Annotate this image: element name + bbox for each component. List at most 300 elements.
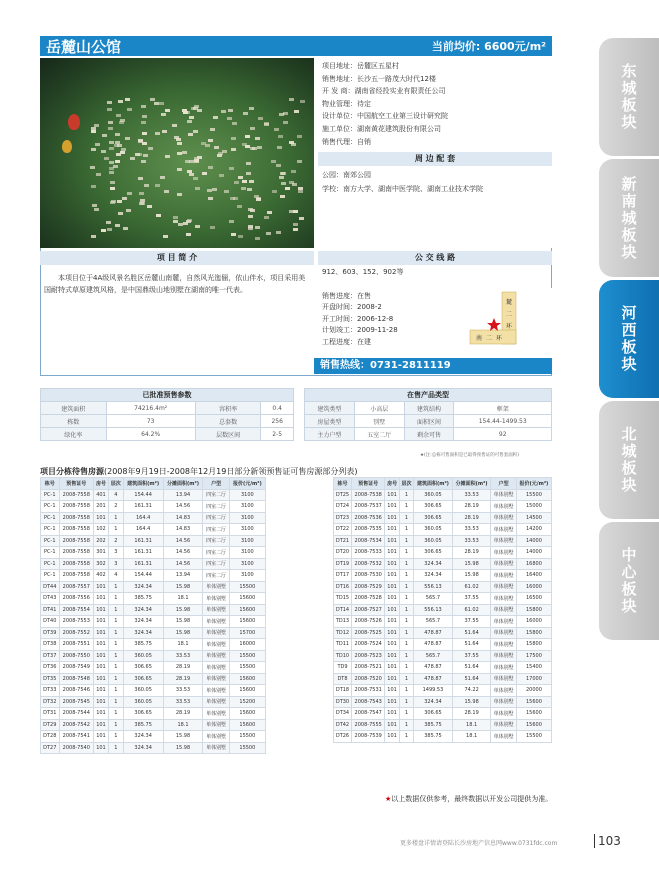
table-cell: 324.34: [414, 696, 453, 708]
side-tabs: [599, 38, 659, 643]
table-cell: 51.64: [452, 673, 491, 685]
param-label: 层数区间: [195, 428, 261, 441]
table-cell: 2008-7542: [59, 719, 94, 731]
table-cell: 15500: [516, 731, 551, 743]
table-cell: 2008-7553: [59, 616, 94, 628]
table-cell: 1: [108, 696, 123, 708]
table-cell: 18.1: [452, 719, 491, 731]
villa-icon: [278, 135, 283, 138]
table-row: [334, 604, 552, 616]
villa-icon: [104, 157, 109, 160]
side-tab[interactable]: [599, 38, 659, 156]
villa-icon: [246, 172, 251, 175]
villa-icon: [148, 147, 153, 150]
table-cell: 单体别墅: [491, 547, 516, 559]
table-cell: 15200: [229, 696, 265, 708]
villa-icon: [297, 135, 302, 138]
villa-icon: [228, 109, 233, 112]
table-cell: 16500: [516, 593, 551, 605]
villa-icon: [139, 192, 144, 195]
table-cell: 101: [385, 524, 399, 536]
table-cell: 单体别墅: [491, 673, 516, 685]
table-cell: 360.05: [123, 696, 163, 708]
villa-icon: [248, 215, 253, 218]
table-cell: 2: [108, 535, 123, 547]
table-cell: 2008-7525: [351, 627, 384, 639]
villa-icon: [163, 235, 168, 238]
table-cell: 33.53: [452, 524, 491, 536]
table-cell: 1: [399, 627, 413, 639]
villa-icon: [95, 143, 100, 146]
table-cell: 16800: [516, 558, 551, 570]
table-row: [334, 524, 552, 536]
table-cell: 四室二厅: [203, 524, 229, 536]
table-cell: 15600: [229, 685, 265, 697]
table-row: [41, 402, 294, 415]
table-cell: 1: [399, 604, 413, 616]
table-heading: 已批准预售参数: [41, 389, 294, 402]
villa-icon: [197, 109, 202, 112]
villa-icon: [94, 208, 99, 211]
table-cell: 2008-7541: [59, 731, 94, 743]
table-cell: 17500: [516, 650, 551, 662]
table-cell: 3100: [229, 535, 265, 547]
table-cell: 4: [108, 489, 123, 501]
table-cell: 1: [108, 650, 123, 662]
villa-icon: [187, 219, 192, 222]
villa-icon: [242, 180, 247, 183]
table-cell: 15700: [229, 627, 265, 639]
villa-icon: [229, 220, 234, 223]
table-cell: 101: [385, 673, 399, 685]
column-header: 房号: [385, 478, 399, 490]
villa-icon: [115, 141, 120, 144]
table-cell: 101: [385, 650, 399, 662]
info-line: 销售代理：自销: [322, 137, 371, 146]
table-row: [41, 558, 266, 570]
villa-icon: [241, 187, 246, 190]
table-cell: 单体别墅: [203, 593, 229, 605]
side-tab[interactable]: [599, 159, 659, 277]
param-value: 64.2%: [106, 428, 195, 441]
villa-icon: [279, 176, 284, 179]
disclaimer-text: 以上数据仅供参考，最终数据以开发公司提供为准。: [391, 795, 553, 803]
table-cell: 单体别墅: [203, 616, 229, 628]
table-cell: 101: [94, 673, 109, 685]
table-cell: 101: [385, 719, 399, 731]
info-line: 开 发 商：湖南省经投实业有限责任公司: [322, 87, 446, 96]
table-row: [305, 428, 552, 441]
table-cell: 101: [385, 501, 399, 513]
table-cell: 33.53: [452, 535, 491, 547]
table-cell: 28.19: [163, 662, 203, 674]
table-row: [41, 719, 266, 731]
table-row: [41, 650, 266, 662]
table-cell: 15600: [516, 719, 551, 731]
table-cell: 2008-7552: [59, 627, 94, 639]
villa-icon: [125, 137, 130, 140]
table-cell: 101: [385, 685, 399, 697]
table-cell: 16000: [229, 639, 265, 651]
villa-icon: [195, 187, 200, 190]
units-table-title-main: 项目分栋待售房源: [40, 467, 104, 476]
table-cell: 14.83: [163, 512, 203, 524]
table-cell: 565.7: [414, 593, 453, 605]
table-cell: 2008-7558: [59, 512, 94, 524]
table-cell: DT31: [41, 708, 60, 720]
villa-icon: [258, 117, 263, 120]
table-cell: 565.7: [414, 616, 453, 628]
table-row: [41, 616, 266, 628]
side-tab[interactable]: [599, 280, 659, 398]
column-header: 户型: [203, 478, 229, 490]
villa-icon: [141, 121, 146, 124]
table-cell: 15500: [229, 742, 265, 754]
table-cell: 单体别墅: [203, 673, 229, 685]
side-tab[interactable]: [599, 401, 659, 519]
table-cell: 306.65: [123, 673, 163, 685]
table-cell: 2008-7545: [59, 696, 94, 708]
table-cell: 1: [399, 696, 413, 708]
table-cell: 28.19: [163, 673, 203, 685]
villa-icon: [109, 167, 114, 170]
table-row: [334, 719, 552, 731]
table-cell: 4: [108, 570, 123, 582]
progress-line: 工程进度：在建: [322, 337, 371, 346]
villa-icon: [162, 130, 167, 133]
villa-icon: [111, 200, 116, 203]
villa-icon: [238, 235, 243, 238]
table-row: [41, 696, 266, 708]
table-cell: 101: [94, 512, 109, 524]
villa-icon: [194, 160, 199, 163]
table-cell: 324.34: [123, 742, 163, 754]
table-cell: 360.05: [123, 685, 163, 697]
table-cell: 1: [399, 535, 413, 547]
table-cell: 478.87: [414, 639, 453, 651]
table-cell: 单体别墅: [203, 627, 229, 639]
table-cell: 单体别墅: [491, 524, 516, 536]
table-cell: DT19: [334, 558, 352, 570]
table-cell: 556.13: [414, 581, 453, 593]
villa-icon: [159, 102, 164, 105]
table-cell: 101: [385, 512, 399, 524]
villa-icon: [137, 153, 142, 156]
table-cell: 28.19: [452, 501, 491, 513]
table-cell: 61.02: [452, 604, 491, 616]
table-cell: TD11: [334, 639, 352, 651]
table-cell: 单体别墅: [203, 662, 229, 674]
villa-icon: [264, 216, 269, 219]
table-cell: 2008-7550: [59, 650, 94, 662]
villa-icon: [245, 135, 250, 138]
table-cell: 478.87: [414, 627, 453, 639]
table-row: [41, 627, 266, 639]
table-cell: 15600: [229, 604, 265, 616]
villa-icon: [208, 139, 213, 142]
table-cell: 单体别墅: [491, 639, 516, 651]
table-cell: 33.53: [163, 650, 203, 662]
progress-line: 计划竣工：2009-11-28: [322, 326, 398, 335]
table-row: [334, 685, 552, 697]
table-cell: 15.98: [452, 570, 491, 582]
villa-icon: [91, 148, 96, 151]
table-cell: 1: [108, 593, 123, 605]
table-cell: 1: [108, 581, 123, 593]
table-cell: DT25: [334, 489, 352, 501]
table-cell: 2008-7532: [351, 558, 384, 570]
table-cell: 3100: [229, 558, 265, 570]
aerial-photo: [40, 58, 314, 248]
table-cell: 18.1: [163, 639, 203, 651]
table-cell: 51.64: [452, 662, 491, 674]
table-cell: TD12: [334, 627, 352, 639]
villa-icon: [276, 231, 281, 234]
villa-icon: [231, 137, 236, 140]
table-cell: 2008-7558: [59, 570, 94, 582]
table-cell: 101: [385, 627, 399, 639]
param-value: 框架: [454, 402, 552, 415]
villa-icon: [177, 142, 182, 145]
table-cell: 1499.53: [414, 685, 453, 697]
table-cell: 单体别墅: [491, 696, 516, 708]
param-value: 别墅: [354, 415, 404, 428]
table-cell: 1: [399, 708, 413, 720]
table-cell: 360.05: [414, 489, 453, 501]
table-row: [334, 512, 552, 524]
villa-icon: [255, 237, 260, 240]
table-row: [334, 501, 552, 513]
villa-icon: [91, 235, 96, 238]
column-header: 预售证号: [59, 478, 94, 490]
villa-icon: [271, 160, 276, 163]
table-cell: 478.87: [414, 662, 453, 674]
info-line: 物业管理：待定: [322, 99, 371, 108]
villa-icon: [300, 100, 305, 103]
villa-icon: [142, 142, 147, 145]
table-cell: 1: [108, 627, 123, 639]
table-cell: 478.87: [414, 673, 453, 685]
villa-icon: [191, 107, 196, 110]
table-cell: 360.05: [123, 650, 163, 662]
table-cell: 101: [94, 650, 109, 662]
villa-icon: [250, 147, 255, 150]
side-tab-label: 新南城板块: [619, 175, 638, 261]
table-cell: 101: [94, 742, 109, 754]
table-cell: 101: [385, 708, 399, 720]
villa-icon: [116, 114, 121, 117]
table-cell: 1: [399, 524, 413, 536]
table-cell: 单体别墅: [203, 581, 229, 593]
table-cell: 14500: [516, 512, 551, 524]
table-cell: 15600: [229, 708, 265, 720]
table-cell: 2008-7531: [351, 685, 384, 697]
column-header: 房号: [94, 478, 109, 490]
villa-icon: [173, 220, 178, 223]
table-cell: DT29: [41, 719, 60, 731]
table-row: [334, 535, 552, 547]
table-row: [334, 558, 552, 570]
table-cell: 四室二厅: [203, 535, 229, 547]
table-cell: 1: [399, 593, 413, 605]
table-cell: 1: [399, 719, 413, 731]
table-cell: 2008-7539: [351, 731, 384, 743]
table-cell: 四室二厅: [203, 501, 229, 513]
table-cell: 385.75: [123, 719, 163, 731]
table-cell: 101: [385, 570, 399, 582]
villa-icon: [117, 200, 122, 203]
table-cell: 2008-7533: [351, 547, 384, 559]
table-cell: 3100: [229, 524, 265, 536]
villa-icon: [249, 180, 254, 183]
table-cell: 164.4: [123, 512, 163, 524]
table-row: [41, 731, 266, 743]
map-label: 环: [506, 323, 513, 330]
table-cell: DT44: [41, 581, 60, 593]
sales-progress: [318, 291, 468, 348]
column-header: 分摊面积(m²): [163, 478, 203, 490]
table-cell: 565.7: [414, 650, 453, 662]
table-cell: DT40: [41, 616, 60, 628]
table-cell: 14000: [516, 535, 551, 547]
table-cell: 15500: [516, 489, 551, 501]
table-cell: 15.98: [163, 616, 203, 628]
table-row: [334, 489, 552, 501]
villa-icon: [243, 112, 248, 115]
villa-icon: [107, 228, 112, 231]
villa-icon: [115, 160, 120, 163]
table-cell: PC-1: [41, 547, 60, 559]
villa-icon: [109, 171, 114, 174]
villa-icon: [291, 170, 296, 173]
villa-icon: [247, 188, 252, 191]
table-cell: 3100: [229, 512, 265, 524]
table-cell: 101: [385, 662, 399, 674]
villa-icon: [238, 176, 243, 179]
table-cell: 51.64: [452, 639, 491, 651]
table-cell: 2008-7543: [351, 696, 384, 708]
side-tab-label: 河西板块: [619, 305, 638, 373]
table-cell: 15800: [516, 604, 551, 616]
table-cell: DT8: [334, 673, 352, 685]
table-cell: PC-1: [41, 512, 60, 524]
table-cell: 101: [94, 662, 109, 674]
table-cell: 1: [108, 673, 123, 685]
table-cell: 2008-7538: [351, 489, 384, 501]
table-cell: 101: [94, 581, 109, 593]
table-cell: 161.31: [123, 501, 163, 513]
villa-icon: [90, 166, 95, 169]
section-traffic: 公 交 线 路: [318, 251, 552, 265]
table-cell: 101: [94, 616, 109, 628]
param-label: 建筑类型: [305, 402, 355, 415]
params-note: ★(注:总栋可售面积是已取得预售证的可售套面积): [420, 453, 520, 458]
table-cell: 3100: [229, 489, 265, 501]
table-cell: 3: [108, 558, 123, 570]
table-cell: 单体别墅: [491, 650, 516, 662]
table-row: [334, 650, 552, 662]
table-row: [41, 708, 266, 720]
table-cell: 15500: [229, 581, 265, 593]
table-cell: 14.56: [163, 558, 203, 570]
progress-line: 开工时间：2006-12-8: [322, 314, 394, 323]
villa-icon: [214, 146, 219, 149]
table-cell: DT33: [41, 685, 60, 697]
table-cell: 单体别墅: [203, 604, 229, 616]
table-cell: 单体别墅: [203, 708, 229, 720]
table-cell: 1: [108, 512, 123, 524]
villa-icon: [161, 113, 166, 116]
param-value: 2-5: [261, 428, 294, 441]
table-cell: DT24: [334, 501, 352, 513]
villa-icon: [126, 209, 131, 212]
table-cell: 单体别墅: [203, 742, 229, 754]
table-cell: DT22: [334, 524, 352, 536]
map-label: 二: [506, 311, 513, 318]
villa-icon: [283, 121, 288, 124]
table-cell: 单体别墅: [491, 501, 516, 513]
table-cell: 单体别墅: [203, 719, 229, 731]
side-tab[interactable]: [599, 522, 659, 640]
table-cell: 2008-7529: [351, 581, 384, 593]
villa-icon: [165, 109, 170, 112]
table-cell: 15.98: [163, 627, 203, 639]
table-cell: 101: [385, 593, 399, 605]
progress-line: 销售进度：在售: [322, 292, 371, 300]
table-cell: 102: [94, 524, 109, 536]
table-cell: 单体别墅: [203, 650, 229, 662]
around-line: 学校：南方大学、湖南中医学院、湖南工业技术学院: [322, 185, 483, 193]
project-header: [40, 36, 552, 56]
map-label: 南: [476, 335, 483, 342]
table-cell: 2008-7547: [351, 708, 384, 720]
villa-icon: [280, 195, 285, 198]
table-row: [41, 524, 266, 536]
column-header: 报价(元/m²): [229, 478, 265, 490]
villa-icon: [289, 141, 294, 144]
table-cell: 15600: [229, 719, 265, 731]
table-cell: 101: [94, 696, 109, 708]
table-cell: 51.64: [452, 627, 491, 639]
table-cell: 1: [399, 685, 413, 697]
column-header: 建筑面积(m²): [414, 478, 453, 490]
table-cell: 2008-7558: [59, 489, 94, 501]
table-cell: 单体别墅: [491, 662, 516, 674]
villa-icon: [110, 187, 115, 190]
table-cell: DT36: [41, 662, 60, 674]
table-cell: 101: [385, 731, 399, 743]
units-table-title: [40, 466, 357, 477]
table-cell: 101: [94, 604, 109, 616]
table-cell: 2008-7556: [59, 593, 94, 605]
bus-lines: 912、603、152、902等: [322, 268, 404, 276]
table-cell: 3: [108, 547, 123, 559]
table-row: [41, 512, 266, 524]
table-row: [334, 708, 552, 720]
table-row: [334, 616, 552, 628]
villa-icon: [293, 228, 298, 231]
villa-icon: [267, 211, 272, 214]
table-cell: 324.34: [123, 604, 163, 616]
table-cell: 101: [385, 535, 399, 547]
star-icon: ★: [385, 795, 392, 803]
table-cell: 3100: [229, 547, 265, 559]
table-cell: PC-1: [41, 558, 60, 570]
table-cell: 161.31: [123, 535, 163, 547]
villa-icon: [120, 119, 125, 122]
table-cell: 324.34: [414, 558, 453, 570]
villa-icon: [130, 157, 135, 160]
